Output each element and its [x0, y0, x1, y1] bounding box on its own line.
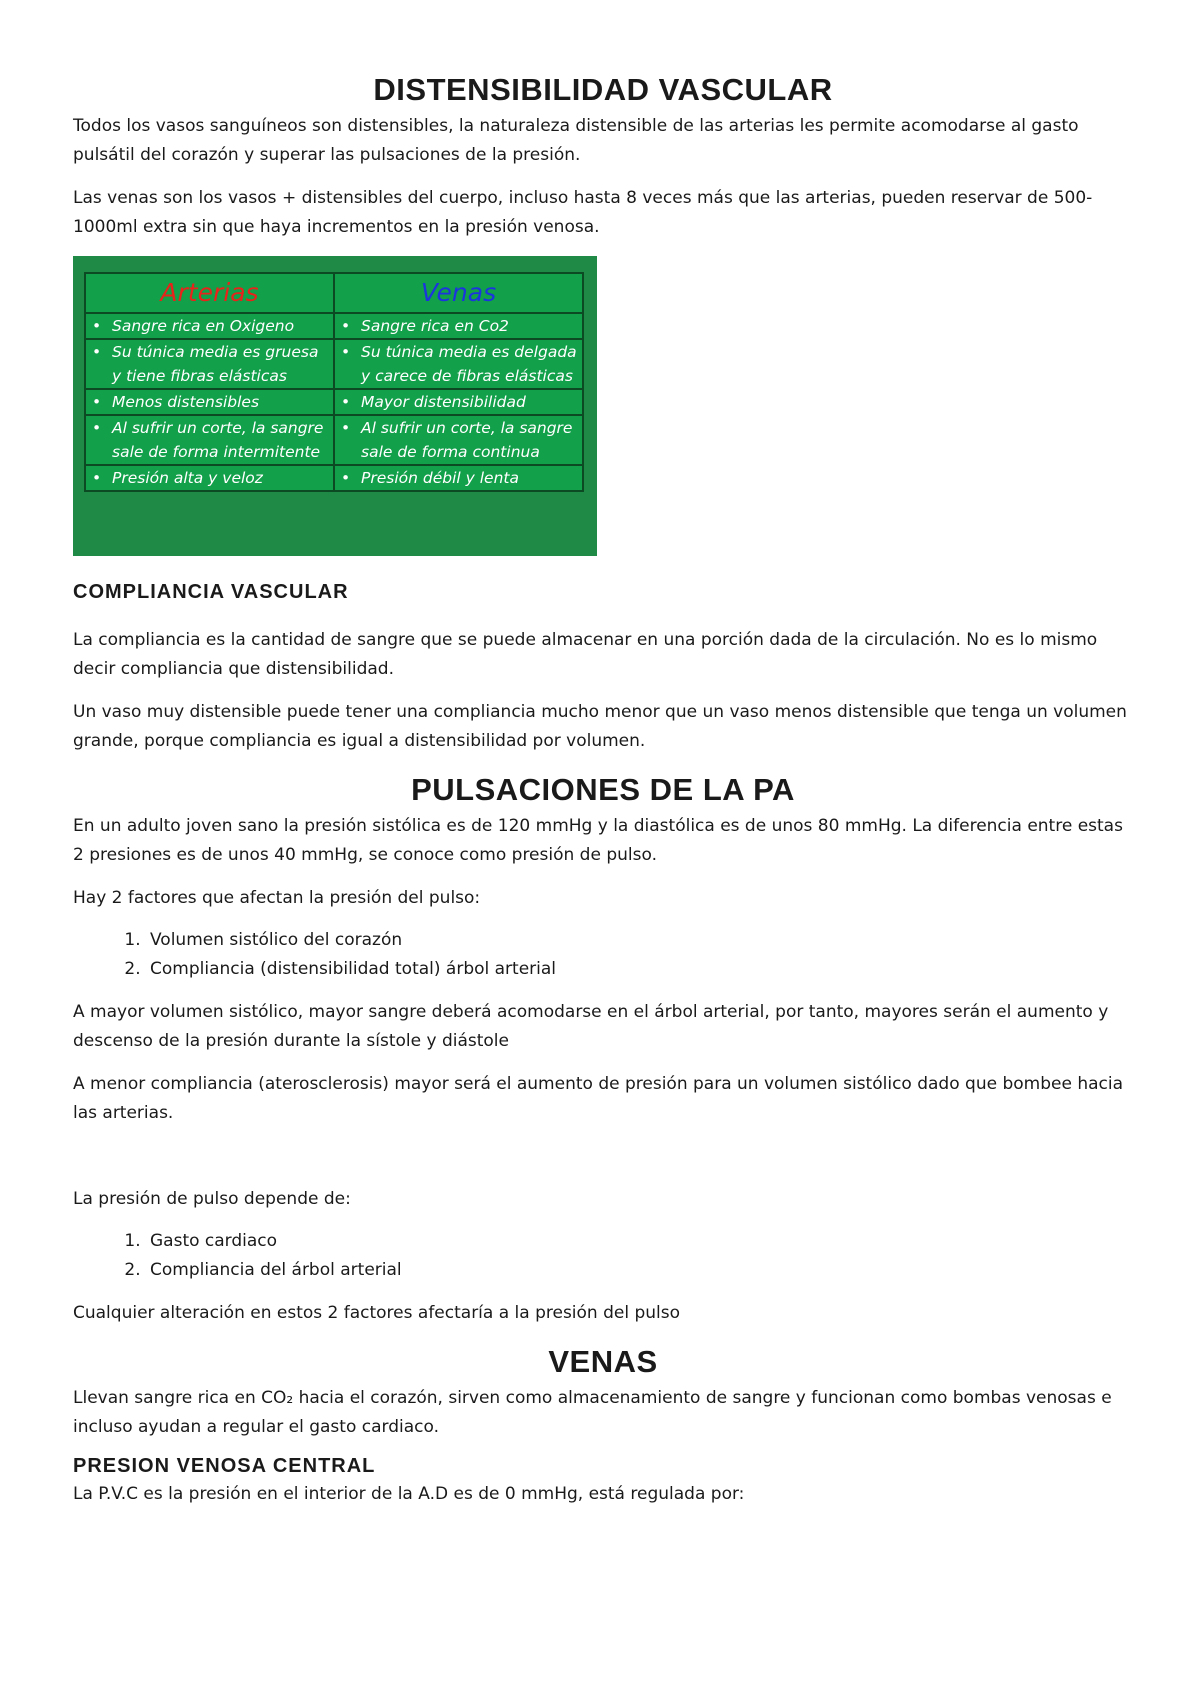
comparison-row	[85, 313, 583, 339]
cell-text: Al sufrir un corte, la sangre sale de forma intermitente	[112, 419, 324, 461]
header-venas: Venas	[334, 273, 583, 313]
heading-venas: VENAS	[548, 1344, 658, 1379]
cell-text: Menos distensibles	[112, 393, 260, 411]
factores-list	[73, 926, 1133, 984]
comparison-row	[85, 389, 583, 415]
heading-pulsaciones: PULSACIONES DE LA PA	[411, 772, 795, 807]
paragraph-pulsaciones-3: A mayor volumen sistólico, mayor sangre deberá acomodarse en el árbol arterial, por tanto, mayores serán el aumento y descenso de la presión durante la sístole y diástole	[73, 1002, 1109, 1051]
comparison-row	[85, 465, 583, 491]
comparison-row	[85, 415, 583, 465]
bullet-icon: •	[92, 393, 102, 411]
paragraph-compliancia-2: Un vaso muy distensible puede tener una compliancia mucho menor que un vaso menos distensible que tenga un volumen grande, porque compliancia es igual a distensibilidad por volumen.	[73, 702, 1127, 751]
comparison-row	[85, 339, 583, 389]
comparison-cell-venas	[334, 313, 583, 339]
paragraph-pulsaciones-2: Hay 2 factores que afectan la presión del pulso:	[73, 888, 481, 908]
comparison-cell-arterias	[85, 313, 334, 339]
comparison-cell-venas	[334, 415, 583, 465]
paragraph-compliancia-1: La compliancia es la cantidad de sangre que se puede almacenar en una porción dada de la circulación. No es lo mismo decir compliancia que distensibilidad.	[73, 630, 1098, 679]
comparison-header-row	[85, 273, 583, 313]
bullet-icon: •	[341, 317, 351, 335]
bullet-icon: •	[92, 469, 102, 487]
comparison-table	[84, 272, 584, 492]
paragraph-pulsaciones-1: En un adulto joven sano la presión sistólica es de 120 mmHg y la diastólica es de unos 80 mmHg. La diferencia entre estas 2 presiones es de unos 40 mmHg, se conoce como presión de pulso.	[73, 816, 1123, 865]
paragraph-pvc-1: La P.V.C es la presión en el interior de la A.D es de 0 mmHg, está regulada por:	[73, 1484, 745, 1504]
list-item: 1. Volumen sistólico del corazón	[146, 926, 1133, 955]
paragraph-depende-intro: La presión de pulso depende de:	[73, 1189, 351, 1209]
header-arterias: Arterias	[85, 273, 334, 313]
cell-text: Su túnica media es delgada y carece de fibras elásticas	[361, 343, 577, 385]
bullet-icon: •	[341, 393, 351, 411]
document-content	[73, 72, 1133, 1509]
bullet-icon: •	[92, 317, 102, 335]
heading-compliancia: COMPLIANCIA VASCULAR	[73, 581, 349, 603]
bullet-icon: •	[341, 343, 351, 361]
bullet-icon: •	[341, 419, 351, 437]
list-item: 2. Compliancia del árbol arterial	[146, 1256, 1133, 1285]
bullet-icon: •	[92, 343, 102, 361]
heading-pvc: PRESION VENOSA CENTRAL	[73, 1455, 376, 1477]
title-distensibilidad: DISTENSIBILIDAD VASCULAR	[373, 72, 833, 107]
cell-text: Su túnica media es gruesa y tiene fibras elásticas	[112, 343, 319, 385]
list-item: 2. Compliancia (distensibilidad total) árbol arterial	[146, 955, 1133, 984]
depende-list	[73, 1227, 1133, 1285]
cell-text: Sangre rica en Oxigeno	[112, 317, 295, 335]
comparison-cell-arterias	[85, 339, 334, 389]
cell-text: Presión alta y veloz	[112, 469, 263, 487]
paragraph-venas-1: Llevan sangre rica en CO₂ hacia el corazón, sirven como almacenamiento de sangre y funcionan como bombas venosas e incluso ayudan a regular el gasto cardiaco.	[73, 1388, 1112, 1437]
paragraph-intro-1: Todos los vasos sanguíneos son distensibles, la naturaleza distensible de las arterias les permite acomodarse al gasto pulsátil del corazón y superar las pulsaciones de la presión.	[73, 116, 1079, 165]
cell-text: Al sufrir un corte, la sangre sale de forma continua	[361, 419, 573, 461]
paragraph-depende-conclusion: Cualquier alteración en estos 2 factores afectaría a la presión del pulso	[73, 1303, 681, 1323]
comparison-cell-venas	[334, 339, 583, 389]
bullet-icon: •	[92, 419, 102, 437]
cell-text: Sangre rica en Co2	[361, 317, 509, 335]
list-item: 1. Gasto cardiaco	[146, 1227, 1133, 1256]
cell-text: Mayor distensibilidad	[361, 393, 526, 411]
comparison-cell-arterias	[85, 389, 334, 415]
comparison-table-image	[73, 256, 597, 556]
paragraph-intro-2: Las venas son los vasos + distensibles del cuerpo, incluso hasta 8 veces más que las arterias, pueden reservar de 500-1000ml extra sin que haya incrementos en la presión venosa.	[73, 188, 1093, 237]
bullet-icon: •	[341, 469, 351, 487]
paragraph-pulsaciones-4: A menor compliancia (aterosclerosis) mayor será el aumento de presión para un volumen sistólico dado que bombee hacia las arterias.	[73, 1074, 1123, 1123]
cell-text: Presión débil y lenta	[361, 469, 519, 487]
comparison-cell-venas	[334, 465, 583, 491]
comparison-cell-arterias	[85, 465, 334, 491]
comparison-cell-venas	[334, 389, 583, 415]
comparison-cell-arterias	[85, 415, 334, 465]
